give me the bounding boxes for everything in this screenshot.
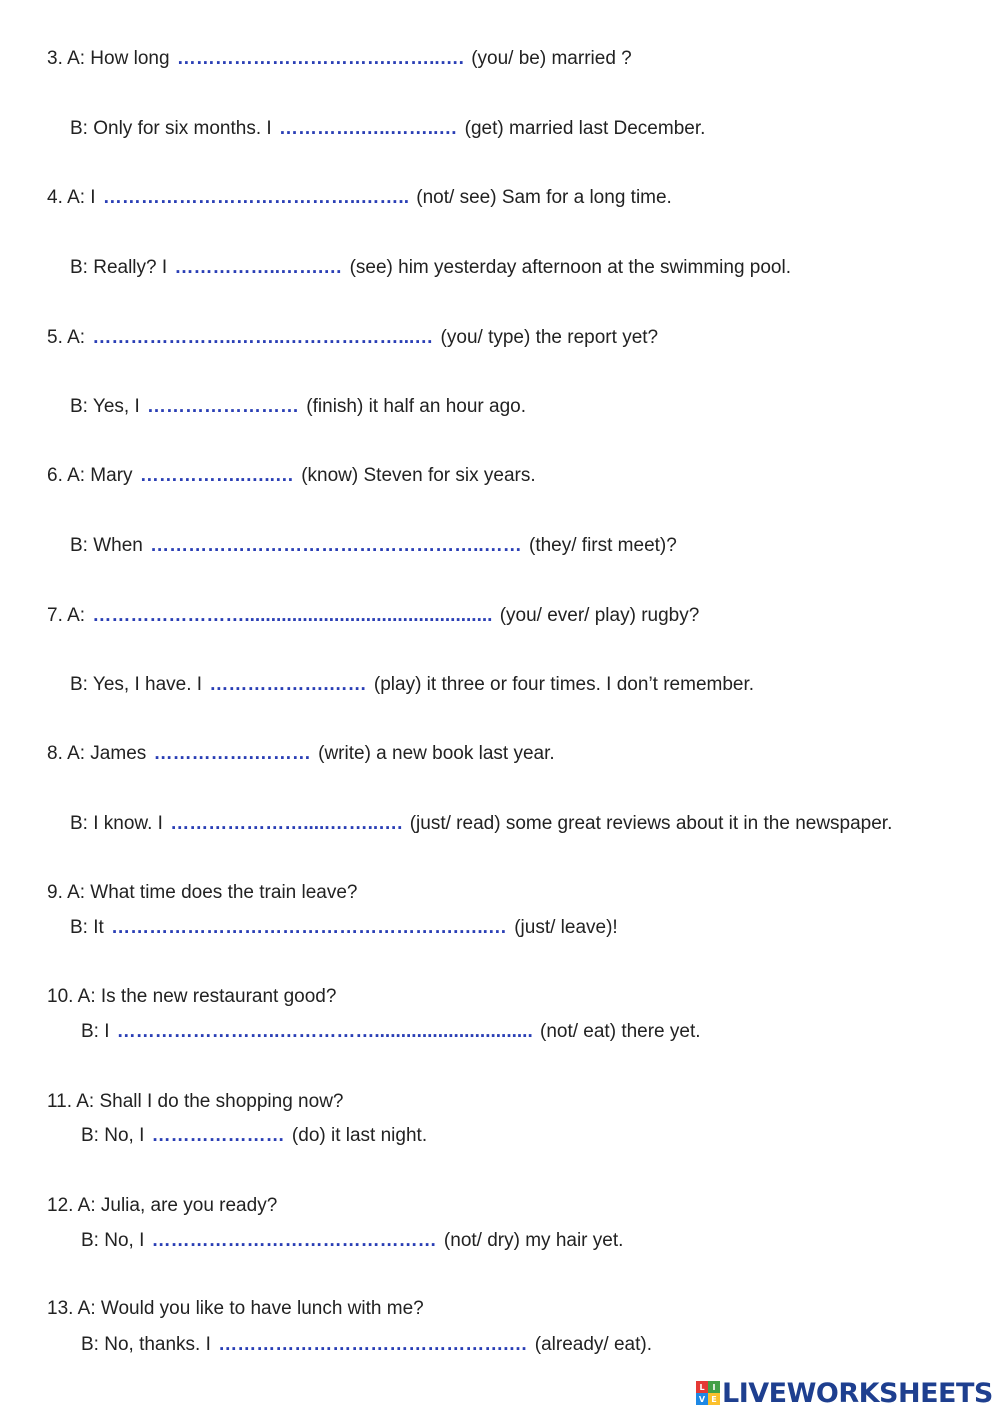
answer-blank[interactable]: ………………… (151, 1125, 285, 1146)
prompt-text: B: It (70, 917, 104, 938)
verb-hint-text: (write) a new book last year. (318, 743, 555, 764)
answer-blank[interactable]: …………………………….……..…. (176, 48, 464, 69)
answer-blank[interactable]: ……………………............................................... (92, 605, 493, 626)
verb-hint-text: (play) it three or four times. I don’t remember. (373, 674, 755, 695)
verb-hint-text: (already/ eat). (534, 1334, 652, 1355)
prompt-text: 10. A: Is the new restaurant good? (47, 986, 337, 1007)
answer-blank[interactable]: ………………….....……..…. (170, 813, 403, 834)
prompt-text: B: I (81, 1021, 110, 1042)
prompt-text: 13. A: Would you like to have lunch with me? (47, 1298, 424, 1319)
exercise-line (70, 917, 618, 939)
prompt-text: 12. A: Julia, are you ready? (47, 1195, 278, 1216)
answer-blank[interactable]: ……………..…..… (139, 465, 294, 486)
answer-blank[interactable]: …………….……… (153, 743, 311, 764)
logo-mark-letter: I (708, 1381, 720, 1393)
prompt-text: B: No, I (81, 1230, 145, 1251)
answer-blank[interactable]: ……………………………………………….…..… (111, 917, 507, 938)
exercise-line (81, 1021, 701, 1043)
prompt-text: B: I know. I (70, 813, 163, 834)
answer-blank[interactable]: ……………………………………….… (218, 1334, 528, 1355)
answer-blank[interactable]: ………….…..……..… (278, 118, 458, 139)
exercise-line (47, 1195, 277, 1217)
liveworksheets-logo (696, 1379, 993, 1407)
prompt-text: B: Yes, I have. I (70, 674, 203, 695)
verb-hint-text: (not/ eat) there yet. (540, 1021, 701, 1042)
prompt-text: B: No, thanks. I (81, 1334, 211, 1355)
prompt-text: 7. A: (47, 605, 86, 626)
logo-text: LIVEWORKSHEETS (722, 1377, 993, 1409)
exercise-line (47, 986, 336, 1008)
prompt-text: 3. A: How long (47, 48, 170, 69)
verb-hint-text: (you/ be) married ? (471, 48, 632, 69)
prompt-text: B: No, I (81, 1125, 145, 1146)
exercise-line (81, 1334, 652, 1356)
prompt-text: B: When (70, 535, 143, 556)
verb-hint-text: (you/ type) the report yet? (440, 327, 659, 348)
exercise-line (70, 535, 677, 557)
verb-hint-text: (get) married last December. (464, 118, 706, 139)
prompt-text: 8. A: James (47, 743, 147, 764)
exercise-line (81, 1125, 427, 1147)
answer-blank[interactable]: …………………………………..…….. (102, 187, 409, 208)
prompt-text: 9. A: What time does the train leave? (47, 882, 358, 903)
logo-mark-letter: E (708, 1393, 720, 1405)
verb-hint-text: (know) Steven for six years. (301, 465, 536, 486)
exercise-line (70, 813, 892, 835)
logo-mark-letter: V (696, 1393, 708, 1405)
logo-mark-letter: L (696, 1381, 708, 1393)
verb-hint-text: (not/ dry) my hair yet. (443, 1230, 624, 1251)
exercise-line (47, 48, 632, 70)
prompt-text: 4. A: I (47, 187, 96, 208)
exercise-line (70, 118, 705, 140)
exercise-line (47, 1091, 343, 1113)
verb-hint-text: (do) it last night. (291, 1125, 428, 1146)
prompt-text: B: Yes, I (70, 396, 140, 417)
exercise-line (47, 882, 358, 904)
exercise-line (70, 257, 791, 279)
prompt-text: B: Only for six months. I (70, 118, 272, 139)
exercise-line (47, 187, 672, 209)
answer-blank[interactable]: …………………..……..………………...… (92, 327, 434, 348)
prompt-text: 5. A: (47, 327, 86, 348)
verb-hint-text: (you/ ever/ play) rugby? (499, 605, 700, 626)
answer-blank[interactable]: ……………………..…………….............................. (116, 1021, 533, 1042)
exercise-line (47, 1298, 424, 1320)
verb-hint-text: (finish) it half an hour ago. (306, 396, 526, 417)
liveworksheets-logo-icon (696, 1381, 720, 1405)
exercise-line (70, 396, 526, 418)
prompt-text: 6. A: Mary (47, 465, 133, 486)
exercise-line (70, 674, 754, 696)
prompt-text: 11. A: Shall I do the shopping now? (47, 1091, 344, 1112)
verb-hint-text: (just/ read) some great reviews about it in the newspaper. (409, 813, 893, 834)
answer-blank[interactable]: ……………..…….… (174, 257, 343, 278)
exercise-line (47, 465, 536, 487)
exercise-line (81, 1230, 623, 1252)
verb-hint-text: (just/ leave)! (514, 917, 618, 938)
exercise-line (47, 743, 555, 765)
exercise-line (47, 327, 658, 349)
answer-blank[interactable]: ……………………………………… (151, 1230, 437, 1251)
answer-blank[interactable]: ……………………………………………..…… (150, 535, 522, 556)
exercise-line (47, 605, 699, 627)
answer-blank[interactable]: …………………… (147, 396, 300, 417)
verb-hint-text: (not/ see) Sam for a long time. (416, 187, 672, 208)
verb-hint-text: (they/ first meet)? (529, 535, 677, 556)
verb-hint-text: (see) him yesterday afternoon at the swimming pool. (349, 257, 791, 278)
answer-blank[interactable]: ……………….…… (209, 674, 367, 695)
prompt-text: B: Really? I (70, 257, 168, 278)
